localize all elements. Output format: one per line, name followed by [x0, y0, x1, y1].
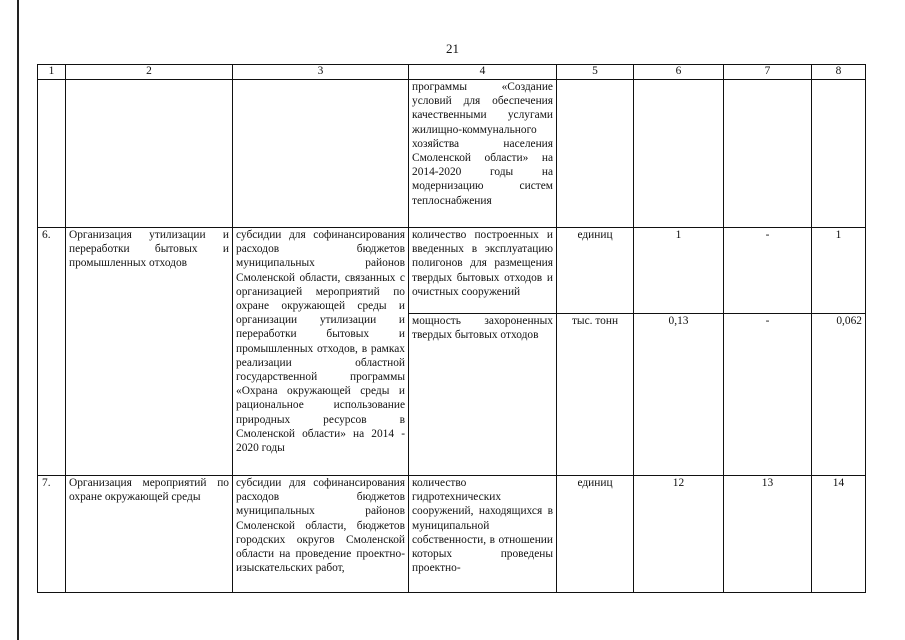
cell-indicator-continued: программы «Создание условий для обеспечения качественными услугами жилищно-коммунального хозяйства населения Смоленской области» на 2014-2020 годы на модернизацию систем теплоснабжения — [409, 80, 557, 228]
row-6-name: Организация утилизации и переработки бытовых и промышленных отходов — [66, 228, 233, 476]
header-col-1: 1 — [38, 65, 66, 80]
row-6-value7-2: - — [724, 314, 812, 476]
cell-num — [38, 80, 66, 228]
header-col-5: 5 — [557, 65, 634, 80]
row-7-indicator: количество гидротехнических сооружений, находящихся в муниципальной собственности, в отношении которых проведены проектно- — [409, 476, 557, 593]
cell-value-7 — [724, 80, 812, 228]
header-col-2: 2 — [66, 65, 233, 80]
table-row-6a — [38, 228, 866, 314]
header-col-3: 3 — [233, 65, 409, 80]
row-6-indicator-1: количество построенных и введенных в эксплуатацию полигонов для размещения твердых бытовых отходов и очистных сооружений — [409, 228, 557, 314]
row-7-value8: 14 — [812, 476, 866, 593]
row-6-value6-1: 1 — [634, 228, 724, 314]
page-number: 21 — [446, 41, 459, 56]
header-col-7: 7 — [724, 65, 812, 80]
row-6-number: 6. — [38, 228, 66, 476]
table-row-continuation — [38, 80, 866, 228]
row-6-indicator-2: мощность захороненных твердых бытовых отходов — [409, 314, 557, 476]
row-6-unit-2: тыс. тонн — [557, 314, 634, 476]
row-6-unit-1: единиц — [557, 228, 634, 314]
indicators-table — [37, 64, 866, 593]
row-6-value8-2: 0,062 — [812, 314, 866, 476]
header-col-6: 6 — [634, 65, 724, 80]
row-7-value7: 13 — [724, 476, 812, 593]
cell-funding — [233, 80, 409, 228]
row-7-name: Организация мероприятий по охране окружающей среды — [66, 476, 233, 593]
row-7-funding: субсидии для софинансирования расходов бюджетов муниципальных районов Смоленской области, бюджетов городских округов Смоленской области на проведение проектно-изыскательских работ, — [233, 476, 409, 593]
row-6-funding: субсидии для софинансирования расходов бюджетов муниципальных районов Смоленской области, связанных с организацией мероприятий по охране окружающей среды и организации утилизации и переработки бытовых и промышленных отходов, в рамках реализации областной государственной программы «Охрана окружающей среды и рациональное использование природных ресурсов в Смоленской области» на 2014 - 2020 годы — [233, 228, 409, 476]
row-7-number: 7. — [38, 476, 66, 593]
cell-value-6 — [634, 80, 724, 228]
row-7-value6: 12 — [634, 476, 724, 593]
row-6-value8-1: 1 — [812, 228, 866, 314]
cell-value-8 — [812, 80, 866, 228]
table-row-7 — [38, 476, 866, 593]
row-6-value6-2: 0,13 — [634, 314, 724, 476]
row-6-value7-1: - — [724, 228, 812, 314]
cell-unit — [557, 80, 634, 228]
header-col-8: 8 — [812, 65, 866, 80]
header-col-4: 4 — [409, 65, 557, 80]
row-7-unit: единиц — [557, 476, 634, 593]
table-header-row — [38, 65, 866, 80]
binding-margin-line — [17, 0, 19, 640]
cell-name — [66, 80, 233, 228]
